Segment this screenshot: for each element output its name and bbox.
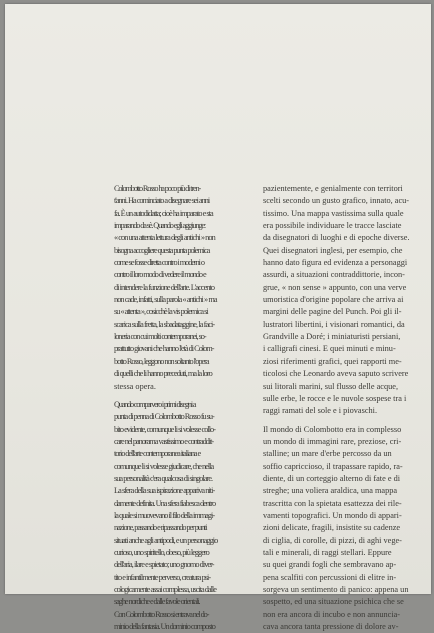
text-line: di ciglia, di corolle, di pizzi, di aghi vege-	[263, 535, 402, 545]
text-line: vamenti topografici. Un mondo di appari-	[263, 510, 402, 520]
text-line: care nel panorama vastissimo e contraddit-	[114, 436, 214, 446]
text-line: trascritta con la spietata esattezza dei rile-	[263, 498, 402, 508]
text-line: di quelli che li hanno preceduti, ma la loro	[114, 369, 212, 379]
text-line: zioni delicate, fragili, insistite su cadenze	[263, 523, 401, 533]
text-line: un mondo di immagini rare, preziose, cri-	[263, 436, 402, 446]
text-line: soffio capriccioso, il trapassare rapido, ra-	[263, 461, 403, 471]
text-line: umoristica d'origine popolare che arriva ai	[263, 295, 404, 305]
text-line: di intendere la funzione dell'arte. L'accento	[114, 282, 215, 292]
text-line: scelti secondo un gusto grafico, innato, acu-	[263, 196, 410, 206]
text-line: i calligrafi cinesi. E quei minuti e minu-	[263, 344, 396, 354]
text-line: cava ancora tanta pressione di dolore av-	[263, 622, 399, 632]
text-line: loneria con cui molti contemporanei, so-	[114, 332, 206, 342]
text-line: su quei grandi fogli che sembravano ap-	[263, 560, 397, 570]
text-line: ticolosi che Leonardo aveva saputo scrivere	[263, 369, 409, 379]
text-line: Il mondo di Colombotto era in complesso	[263, 424, 402, 434]
text-line: dell'aria, ilare e spietato; uno gnomo diver-	[114, 560, 214, 570]
text-line: saghe nordiche e dalle favole orientali.	[114, 597, 200, 607]
text-line: sospetto, ed una situazione psichica che se	[263, 597, 404, 607]
text-line: comunque li si volesse giudicare, che nella	[114, 461, 214, 471]
text-line: punta di penna di Colombotto Rosso fu su-	[114, 412, 214, 422]
text-line: damente definita. Una sfera fiabesca dentro	[114, 498, 216, 508]
text-line: margini delle pagine del Punch. Poi gli il-	[263, 307, 402, 317]
text-line: grue, « non sense » appunto, con una verve	[263, 282, 407, 292]
text-line: non cade, infatti, sulla parola « antichi » ma	[114, 295, 217, 305]
text-line: sorgeva un sentimento di panico: appena un	[263, 585, 409, 594]
text-line: ziosi riferimenti grafici, quei rapporti me-	[263, 356, 402, 366]
text-line: fa. È un autodidatta; cioè ha imparato e sta	[114, 208, 213, 218]
text-line: curioso, uno spiritello, obeso, più leggero	[114, 547, 209, 557]
text-line: prattutto giovani che hanno l'età di Colom-	[114, 344, 214, 354]
document-page	[5, 4, 431, 632]
text-line: nazione, passando e ripassando per punti	[114, 523, 207, 533]
text-line: contro il loro modo di vedere il mondo e	[114, 270, 206, 280]
text-line: sui litorali marini, sul flusso delle acque,	[263, 381, 399, 391]
text-line: da disegnatori di luoghi e di epoche diverse.	[263, 233, 410, 243]
text-line: hanno dato figura ed evidenza a personaggi	[263, 258, 408, 268]
right-text-column	[263, 183, 419, 633]
text-line: sulle erbe, le rocce e le nuvole sospese tra i	[263, 393, 407, 403]
text-line: diente, di un corteggio alterno di fate e di	[263, 473, 401, 483]
text-line: Grandville a Doré; i miniaturisti persiani,	[263, 332, 401, 342]
text-line: assurdi, a situazioni contraddittorie, incon-	[263, 270, 405, 280]
text-line: tali e minerali, di raggi stellari. Eppure	[263, 547, 392, 557]
text-line: streghe; una voliera araldica, una mappa	[263, 486, 398, 496]
text-line: stessa opera.	[114, 381, 156, 391]
text-line: non era ancora di incubo e non annuncia-	[263, 609, 401, 619]
text-line: era possibile individuare le tracce lasciate	[263, 221, 402, 231]
text-line: t'anni. Ha cominciato a disegnare sei anni	[114, 196, 210, 206]
text-line: tissimo. Una mappa vastissima sulla quale	[263, 208, 404, 218]
text-line: Quei disegnatori inglesi, per esempio, che	[263, 245, 403, 255]
text-line: bisogna accogliere questa punta polemica	[114, 245, 210, 255]
text-line: scarica sulla fretta, la sbadataggine, la faci-	[114, 319, 215, 329]
text-line: pazientemente, e genialmente con territori	[263, 184, 403, 193]
text-line: Quando comparvero i primi disegni a	[114, 399, 196, 409]
text-line: su « attenta », cosicchè la vis polemica si	[114, 307, 208, 317]
text-line: raggi ramati del sole e i piovaschi.	[263, 406, 378, 416]
text-line: stalline; un mare d'erbe percosso da un	[263, 449, 392, 459]
text-line: « con una attenta lettura degli antichi » non	[114, 233, 215, 243]
text-line: botto Rosso, leggono non soltanto l'opera	[114, 356, 209, 366]
text-line: torio dell'arte contemporanea italiana e	[114, 449, 201, 459]
text-line: imparando da sè. Quando egli aggiunge:	[114, 221, 206, 231]
text-line: sua personalità c'era qualcosa di singolare.	[114, 473, 213, 483]
text-line: Colombotto Rosso ha poco più di tren-	[114, 184, 201, 193]
text-line: cologicamente assai complessa, uscita dalle	[114, 585, 216, 594]
text-line: tito e infantilmente perverso, creatura psi-	[114, 572, 211, 582]
text-line: pena scalfiti con percussioni di elitre in-	[263, 572, 397, 582]
text-line: minio della fantasia. Un dominio composto	[114, 622, 215, 632]
text-line: la quale si muovevano il filo della immagi-	[114, 510, 215, 520]
text-line: situati anche agli antipodi, e un personaggio	[114, 535, 218, 545]
text-line: bito evidente, comunque li si volesse collo-	[114, 424, 216, 434]
text-line: lustratori libertini, i visionari romantici, da	[263, 319, 405, 329]
text-line: La sfera della sua ispirazione appariva niti-	[114, 486, 215, 496]
text-line: Con Colombotto Rosso si entrava nel do-	[114, 609, 209, 619]
text-line: come se fosse diretta contro i moderni o	[114, 258, 204, 268]
